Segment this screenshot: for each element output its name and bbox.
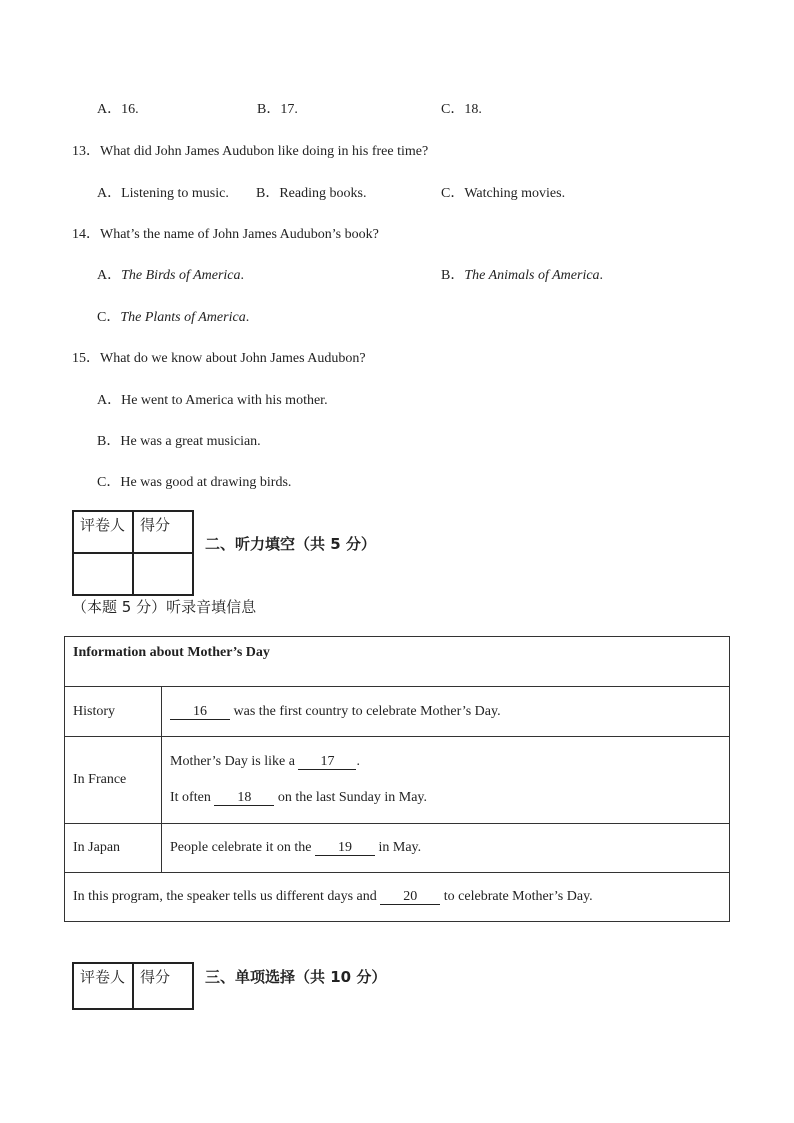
question-14 xyxy=(72,223,379,243)
table-row xyxy=(65,824,730,873)
blank-18: 18 xyxy=(214,791,274,806)
score-label: 得分 xyxy=(133,511,193,553)
option-text: The Birds of America xyxy=(121,268,241,283)
blank-17: 17 xyxy=(298,755,356,770)
row-label-japan: In Japan xyxy=(65,824,162,873)
score-box-section-2 xyxy=(72,510,194,596)
q13-option-c: C．Watching movies. xyxy=(441,186,566,201)
question-text: What did John James Audubon like doing in his free time? xyxy=(100,144,429,159)
reviewer-label: 评卷人 xyxy=(73,511,133,553)
row-content-japan xyxy=(162,824,730,873)
summary-post: to celebrate Mother’s Day. xyxy=(443,889,593,904)
option-letter: C． xyxy=(97,310,121,325)
q14-option-a xyxy=(97,264,244,284)
blank-16: 16 xyxy=(170,705,230,720)
japan-pre: People celebrate it on the xyxy=(170,840,312,855)
q12-option-c: C．18. xyxy=(441,102,482,117)
summary-pre: In this program, the speaker tells us different days and xyxy=(73,889,377,904)
info-table-header: Information about Mother’s Day xyxy=(65,637,730,687)
option-text: The Animals of America xyxy=(464,268,600,283)
row-label-history: History xyxy=(65,687,162,737)
blank-20: 20 xyxy=(380,890,440,905)
question-text: What do we know about John James Audubon? xyxy=(100,351,366,366)
q12-option-a: A．16. xyxy=(97,102,139,117)
question-text: What’s the name of John James Audubon’s book? xyxy=(100,227,379,242)
question-number: 13． xyxy=(72,144,100,159)
france-line1-pre: Mother’s Day is like a xyxy=(170,754,295,769)
score-label: 得分 xyxy=(133,963,193,1009)
score-cell xyxy=(133,553,193,595)
reviewer-cell xyxy=(73,553,133,595)
table-row xyxy=(65,873,730,922)
info-table xyxy=(64,636,730,922)
question-15 xyxy=(72,347,366,367)
history-text: was the first country to celebrate Mother’s Day. xyxy=(233,703,501,719)
table-row xyxy=(65,737,730,824)
japan-post: in May. xyxy=(378,840,422,855)
blank-19: 19 xyxy=(315,841,375,856)
option-period: . xyxy=(599,268,604,283)
section-3-title: 三、单项选择（共 10 分） xyxy=(205,968,387,986)
row-label-france: In France xyxy=(65,737,162,824)
summary-row xyxy=(65,873,730,922)
row-content-france xyxy=(162,737,730,824)
france-line1-post: . xyxy=(356,754,360,769)
question-13 xyxy=(72,140,428,160)
q14-option-b xyxy=(441,264,603,284)
france-line2-post: on the last Sunday in May. xyxy=(277,790,428,805)
question-number: 14． xyxy=(72,227,100,242)
q12-option-b: B．17. xyxy=(257,102,298,117)
table-row xyxy=(65,687,730,737)
option-letter: B． xyxy=(441,268,465,283)
q13-option-a: A．Listening to music. xyxy=(97,186,229,201)
reviewer-label: 评卷人 xyxy=(73,963,133,1009)
option-period: . xyxy=(245,310,250,325)
q13-option-b: B．Reading books. xyxy=(256,186,367,201)
q14-option-c xyxy=(97,306,249,326)
section-2-instruction: （本题 5 分）听录音填信息 xyxy=(72,598,257,616)
section-2-title: 二、听力填空（共 5 分） xyxy=(205,535,376,553)
question-number: 15． xyxy=(72,351,100,366)
score-box-section-3 xyxy=(72,962,194,1010)
q15-option-c: C．He was good at drawing birds. xyxy=(97,475,292,490)
france-line2-pre: It often xyxy=(170,790,211,805)
q15-option-b: B．He was a great musician. xyxy=(97,434,261,449)
option-period: . xyxy=(240,268,245,283)
row-content-history xyxy=(162,687,730,737)
q15-option-a: A．He went to America with his mother. xyxy=(97,393,328,408)
option-letter: A． xyxy=(97,268,122,283)
option-text: The Plants of America xyxy=(120,310,246,325)
